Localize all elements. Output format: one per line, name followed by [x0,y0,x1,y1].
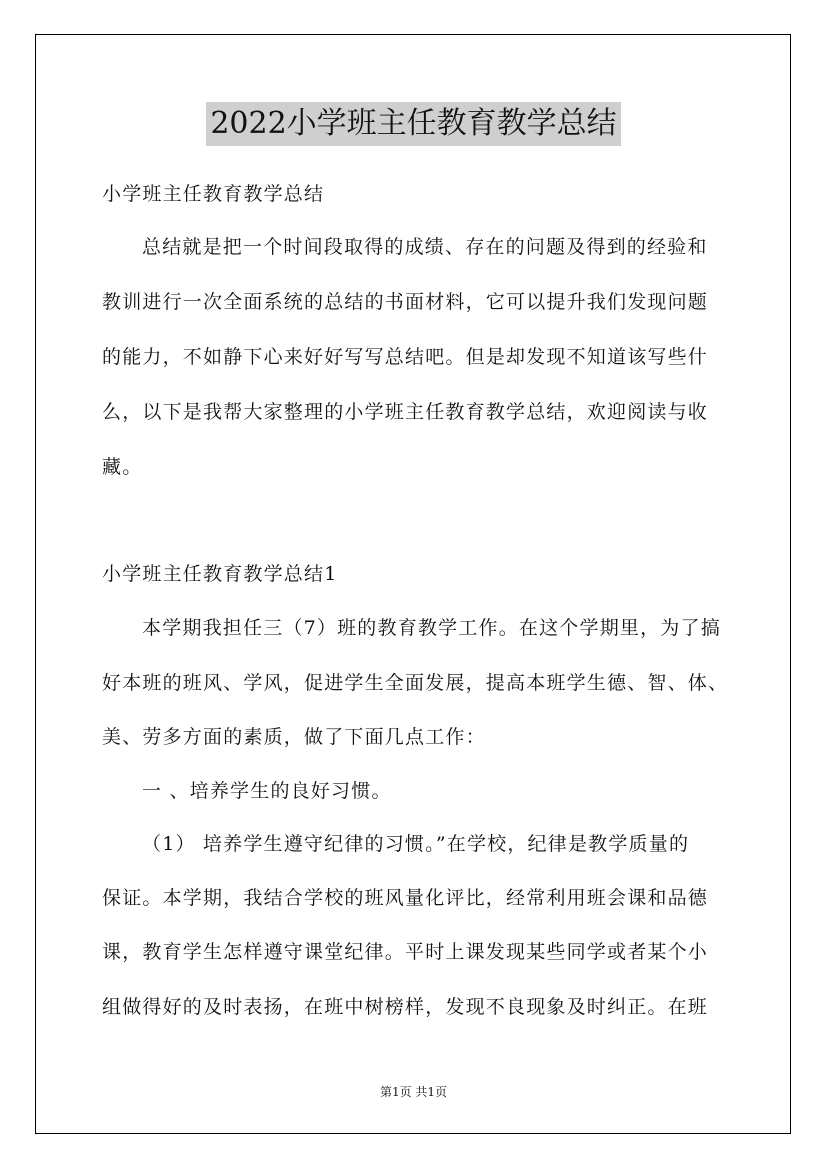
document-title-wrap [0,102,827,146]
intro-line-2: 教训进行一次全面系统的总结的书面材料，它可以提升我们发现问题 [102,291,709,313]
section-line-7: 课，教育学生怎样遵守课堂纪律。平时上课发现某些同学或者某个小 [102,941,709,963]
section-line-4: 一 、培养学生的良好习惯。 [142,780,392,802]
page-footer: 第1页 共1页 [379,1085,448,1099]
document-title: 2022小学班主任教育教学总结 [206,102,620,146]
section-heading: 小学班主任教育教学总结1 [102,563,338,585]
intro-line-3: 的能力，不如静下心来好好写写总结吧。但是却发现不知道该写些什 [102,346,709,368]
section-line-2: 好本班的班风、学风，促进学生全面发展，提高本班学生德、智、体、 [102,672,729,694]
intro-line-1: 总结就是把一个时间段取得的成绩、存在的问题及得到的经验和 [142,236,708,258]
section-line-5: （1） 培养学生遵守纪律的习惯。”在学校，纪律是教学质量的 [142,833,690,855]
section-line-1: 本学期我担任三（7）班的教育教学工作。在这个学期里，为了搞 [142,617,721,639]
section-line-8: 组做得好的及时表扬，在班中树榜样，发现不良现象及时纠正。在班 [102,996,709,1018]
section-line-3: 美、劳多方面的素质，做了下面几点工作： [102,726,486,748]
intro-line-4: 么，以下是我帮大家整理的小学班主任教育教学总结，欢迎阅读与收 [102,401,709,423]
subtitle: 小学班主任教育教学总结 [102,183,325,205]
intro-line-5: 藏。 [102,456,143,478]
section-line-6: 保证。本学期，我结合学校的班风量化评比，经常利用班会课和品德 [102,887,709,909]
